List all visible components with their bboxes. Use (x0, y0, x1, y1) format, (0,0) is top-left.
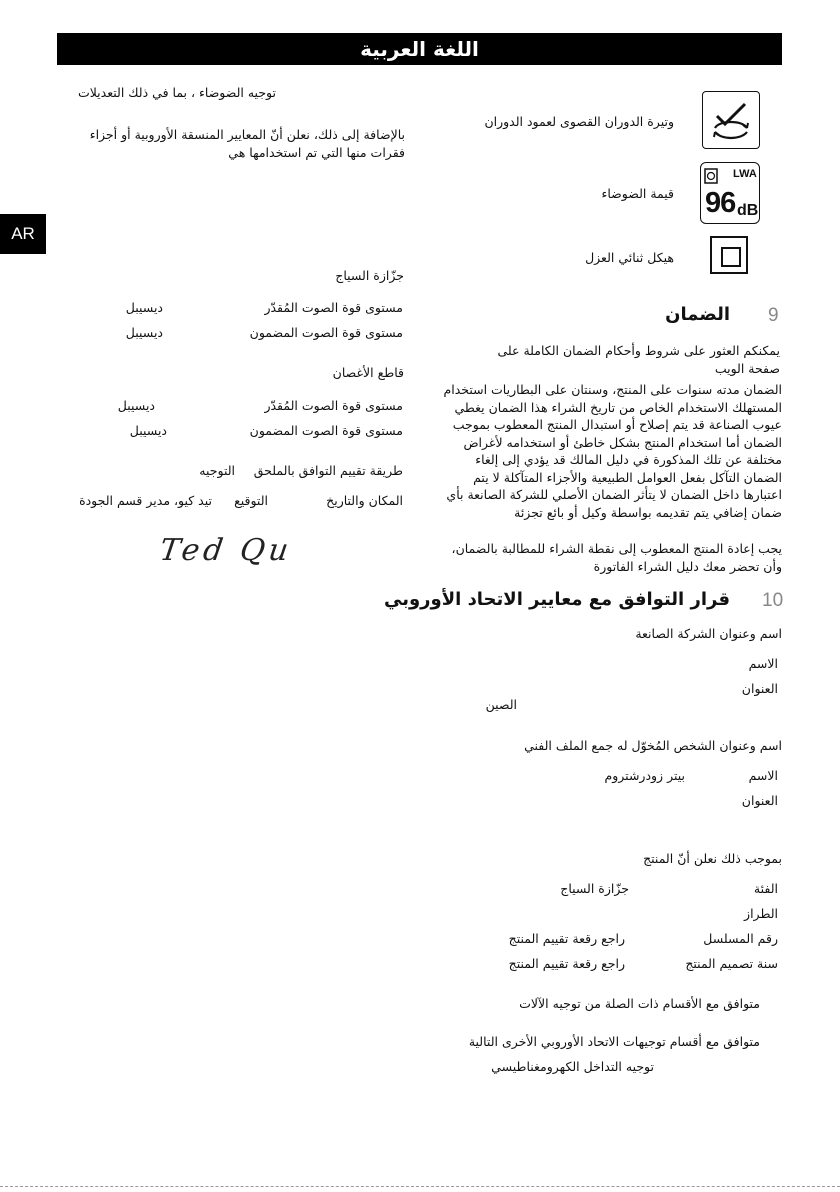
signature-label: التوقيع (234, 493, 268, 508)
double-insulation-label: هيكل ثنائي العزل (585, 250, 674, 265)
place-date-label: المكان والتاريخ (326, 493, 403, 508)
assessment-directive: التوجيه (199, 463, 235, 478)
emc-directive-line: توجيه التداخل الكهرومغناطيسي (491, 1059, 654, 1074)
branch-measured-label: مستوى قوة الصوت المُقدّر (264, 398, 403, 413)
language-side-tab: AR (0, 214, 46, 254)
noise-db-unit: dB (737, 202, 759, 219)
branch-guaranteed-unit: ديسيبل (129, 423, 167, 438)
other-directives-line: متوافق مع أقسام توجيهات الاتحاد الأوروبي الأخرى التالية (468, 1034, 760, 1049)
warranty-paragraph-web: يمكنكم العثور على شروط وأحكام الضمان الكاملة على صفحة الويب (497, 343, 780, 376)
warranty-paragraph-terms: الضمان مدته سنوات على المنتج، وسنتان على البطاريات استخدام المستهلك الاستخدام الخاص من تاريخ الشراء هذا الضمان يغطي عيوب الصناعة قد يتم إصلاح أو استبدال المنتج المعطوب بموجب الضمان أما استخدام المنتج بشكل خاطئ أو استخدامه لأغراض مختلفة عن تلك المذكورة في دليل المالك قد يؤدي إلى إلغاء الضمان التآكل بفعل العوامل الطبيعية والأجزاء المتآكلة لا يتم اعتبارها داخل الضمان لا يتأثر الضمان الأصلي للشركة الصانعة بأي ضمان إضافي يتم تقديمه بواسطة وكيل أو بائع تجزئة (443, 382, 782, 520)
harmonised-standards-paragraph: بالإضافة إلى ذلك، نعلن أنّ المعايير المنسقة الأوروبية أو أجزاء فقرات منها التي تم استخدامها هي (89, 127, 405, 160)
year-value: راجع رقعة تقييم المنتج (508, 956, 625, 971)
assessment-line: طريقة تقييم التوافق بالملحق (253, 463, 403, 478)
manufacturer-country: الصين (485, 697, 517, 712)
branch-guaranteed-label: مستوى قوة الصوت المضمون (249, 423, 403, 438)
branch-cutter-heading: قاطع الأغصان (332, 365, 404, 380)
ec-section-title: قرار التوافق مع معايير الاتحاد الأوروبي (384, 589, 730, 610)
declare-line: بموجب ذلك نعلن أنّ المنتج (643, 851, 782, 866)
noise-value-label: قيمة الضوضاء (601, 186, 674, 201)
tech-file-person-name: بيتر زودرشتروم (604, 768, 685, 783)
double-insulation-icon (710, 236, 748, 274)
ec-section-number: 10 (762, 590, 784, 611)
signer-name: تيد كيو، مدير قسم الجودة (79, 493, 212, 508)
hedge-measured-unit: ديسيبل (125, 300, 163, 315)
category-label: الفئة (753, 881, 778, 896)
category-value: جزّازة السياج (560, 881, 629, 896)
warranty-section-title: الضمان (665, 304, 730, 325)
noise-db-value: 96 (705, 187, 736, 219)
manufacturer-address-label: العنوان (741, 681, 778, 696)
max-spindle-speed-icon (702, 91, 760, 149)
branch-measured-unit: ديسيبل (117, 398, 155, 413)
noise-directive-line: توجيه الضوضاء ، بما في ذلك التعديلات (77, 85, 276, 100)
tech-file-name-label: الاسم (748, 768, 778, 783)
model-label: الطراز (744, 906, 778, 921)
max-spindle-speed-label: وتيرة الدوران القصوى لعمود الدوران (484, 114, 674, 129)
serial-label: رقم المسلسل (703, 931, 778, 946)
machinery-directive-line: متوافق مع الأقسام ذات الصلة من توجيه الآلات (519, 996, 760, 1011)
serial-value: راجع رقعة تقييم المنتج (508, 931, 625, 946)
warranty-section-number: 9 (768, 305, 779, 326)
manufacturer-name-label: الاسم (748, 656, 778, 671)
hedge-measured-label: مستوى قوة الصوت المُقدّر (264, 300, 403, 315)
noise-value-icon (700, 162, 760, 224)
warranty-paragraph-return: يجب إعادة المنتج المعطوب إلى نقطة الشراء للمطالبة بالضمان، وأن تحضر معك دليل الشراء الفاتورة (451, 541, 782, 574)
lwa-label: LWA (733, 168, 757, 180)
hedge-trimmer-heading: جزّازة السياج (335, 268, 404, 283)
hedge-guaranteed-unit: ديسيبل (125, 325, 163, 340)
hedge-guaranteed-label: مستوى قوة الصوت المضمون (249, 325, 403, 340)
year-label: سنة تصميم المنتج (685, 956, 778, 971)
tech-file-address-label: العنوان (741, 793, 778, 808)
page-header-title: اللغة العربية (57, 33, 782, 65)
tech-file-heading: اسم وعنوان الشخص المُخوّل له جمع الملف الفني (524, 738, 782, 753)
handwritten-signature: Ted Qu (157, 533, 295, 568)
manufacturer-heading: اسم وعنوان الشركة الصانعة (635, 626, 782, 641)
page-bottom-rule (0, 1186, 840, 1187)
